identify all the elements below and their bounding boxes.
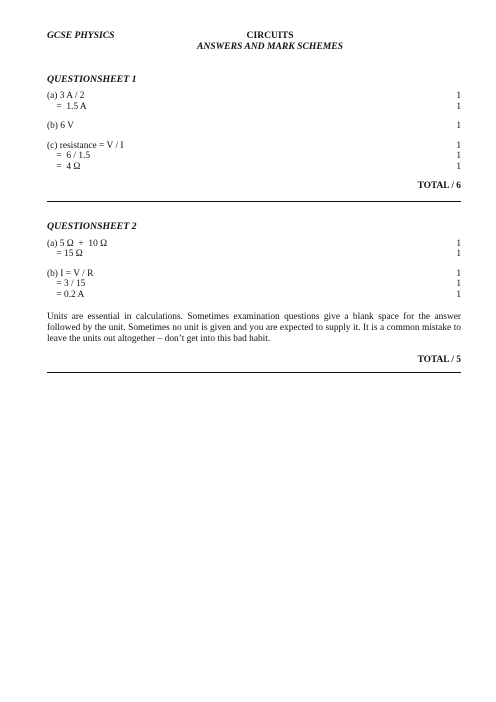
answer-row: [47, 91, 461, 102]
answer-text: (a) 5 Ω + 10 Ω: [47, 238, 108, 249]
total-1: TOTAL / 6: [417, 180, 461, 191]
answer-text: = 4 Ω: [47, 161, 81, 172]
title-block: [47, 30, 447, 52]
divider: [47, 372, 461, 373]
page: [47, 28, 461, 373]
answer-row: [47, 162, 461, 173]
answer-text: (a) 3 A / 2: [47, 91, 85, 101]
answer-text: = 6 / 1.5: [47, 151, 91, 162]
mark-value: 1: [456, 91, 461, 101]
mark-value: 1: [456, 140, 461, 151]
mark-value: 1: [456, 268, 461, 279]
answer-row: [47, 102, 461, 113]
answer-row: [47, 239, 461, 250]
subject-label: GCSE PHYSICS: [47, 30, 115, 41]
answer-text: = 15 Ω: [47, 249, 83, 260]
questionsheet-1-title: QUESTIONSHEET 1: [47, 74, 137, 85]
answer-group: [47, 91, 461, 112]
answers-1: [47, 91, 461, 173]
answer-group: [47, 269, 461, 301]
answer-row: [47, 279, 461, 290]
questionsheet-2-title: QUESTIONSHEET 2: [47, 220, 137, 232]
answers-2: [47, 239, 461, 301]
total-2: TOTAL / 5: [417, 354, 461, 365]
answer-group: [47, 141, 461, 173]
questionsheet-1: [47, 74, 461, 202]
divider: [47, 201, 461, 202]
mark-value: 1: [456, 279, 461, 290]
answer-row: [47, 141, 461, 152]
mark-value: 1: [456, 151, 461, 162]
mark-value: 1: [456, 238, 461, 249]
answer-text: = 0.2 A: [47, 289, 85, 300]
units-note: Units are essential in calculations. Sometimes examination questions give a blank space for the answer followed by the unit. Sometimes no unit is given and you are expected to supply it. It is a common mistake to leave the units out altogether – don’t get into this bad habit.: [47, 311, 461, 344]
questionsheet-2: [47, 221, 461, 373]
answer-row: [47, 290, 461, 301]
document-subtitle: ANSWERS AND MARK SCHEMES: [196, 41, 343, 52]
answer-row: [47, 151, 461, 162]
answer-text: = 1.5 A: [47, 101, 87, 112]
mark-value: 1: [456, 289, 461, 300]
mark-value: 1: [456, 249, 461, 260]
header: [47, 28, 461, 54]
answer-row: [47, 249, 461, 260]
answer-group: [47, 121, 461, 132]
document-title: CIRCUITS: [246, 30, 294, 41]
answer-text: (b) 6 V: [47, 121, 74, 132]
mark-value: 1: [456, 161, 461, 172]
answer-text: = 3 / 15: [47, 279, 86, 290]
mark-value: 1: [456, 101, 461, 112]
answer-text: (c) resistance = V / I: [47, 140, 124, 151]
answer-row: [47, 269, 461, 280]
answer-row: [47, 121, 461, 132]
mark-value: 1: [456, 121, 461, 132]
answer-text: (b) I = V / R: [47, 268, 94, 279]
answer-group: [47, 239, 461, 260]
